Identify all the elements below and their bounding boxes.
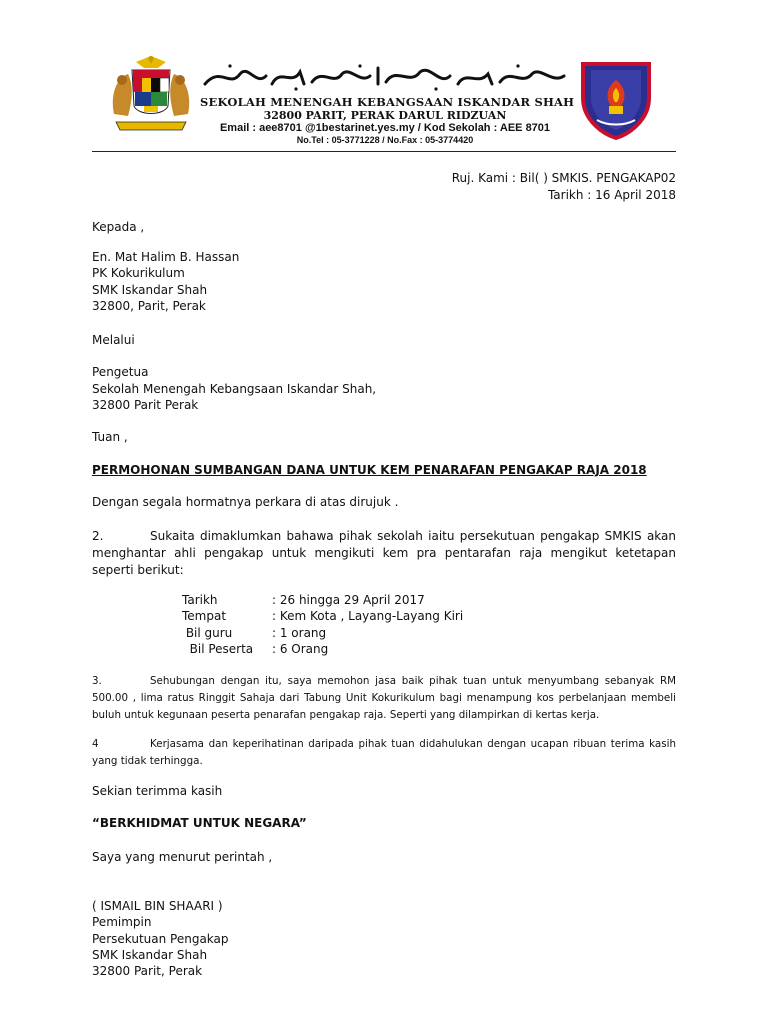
melalui-label: Melalui <box>92 333 135 347</box>
malaysia-coat-of-arms-logo <box>108 56 194 134</box>
signatory-name: ( ISMAIL BIN SHAARI ) <box>92 899 223 913</box>
paragraph-2 <box>92 528 676 579</box>
letter-subject: PERMOHONAN SUMBANGAN DANA UNTUK KEM PENARAFAN PENGAKAP RAJA 2018 <box>92 463 647 477</box>
paragraph-text: Sukaita dimaklumkan bahawa pihak sekolah iaitu persekutuan pengakap SMKIS akan menghantar ahli pengakap untuk mengikuti kem pra pentarafan raja mengikut ketetapan seperti berikut: <box>92 529 676 577</box>
signoff-line: Saya yang menurut perintah , <box>92 850 273 864</box>
detail-label: Tempat <box>182 609 227 623</box>
detail-value: : 26 hingga 29 April 2017 <box>272 593 425 607</box>
reference-number: Ruj. Kami : Bil( ) SMKIS. PENGAKAP02 <box>451 171 676 185</box>
via-line: Sekolah Menengah Kebangsaan Iskandar Shah, <box>92 382 377 396</box>
via-line: Pengetua <box>92 365 149 379</box>
recipient-line: En. Mat Halim B. Hassan <box>92 250 240 264</box>
letterhead-divider <box>92 151 676 152</box>
via-line: 32800 Parit Perak <box>92 398 199 412</box>
jawi-school-name-lettering <box>200 62 570 92</box>
school-crest-logo <box>573 54 659 140</box>
paragraph-number: 3. <box>92 675 102 687</box>
kepada-label: Kepada , <box>92 220 145 234</box>
detail-label: Bil guru <box>182 626 233 640</box>
letterhead-telephone: No.Tel : 05-3771228 / No.Fax : 05-3774420 <box>296 135 474 145</box>
paragraph-number: 4 <box>92 738 99 750</box>
paragraph-3 <box>92 673 676 724</box>
signatory-line: 32800 Parit, Perak <box>92 964 203 978</box>
paragraph-text: Kerjasama dan keperihatinan daripada pihak tuan didahulukan dengan ucapan ribuan terima kasih yang tidak terhingga. <box>92 738 676 767</box>
salutation: Tuan , <box>92 430 128 444</box>
detail-value: : 6 Orang <box>272 642 329 656</box>
motto: “BERKHIDMAT UNTUK NEGARA” <box>92 816 307 830</box>
detail-label: Tarikh <box>182 593 218 607</box>
paragraph-number: 2. <box>92 529 104 543</box>
letterhead-email: Email : aee8701 @1bestarinet.yes.my / Kod Sekolah : AEE 8701 <box>219 122 551 134</box>
closing-line: Sekian terimma kasih <box>92 784 223 798</box>
detail-label: Bil Peserta <box>182 642 254 656</box>
letter-date: Tarikh : 16 April 2018 <box>547 188 676 202</box>
letterhead-address: 32800 PARIT, PERAK DARUL RIDZUAN <box>263 109 507 122</box>
paragraph-4 <box>92 736 676 770</box>
signatory-line: Persekutuan Pengakap <box>92 932 229 946</box>
recipient-line: PK Kokurikulum <box>92 266 185 280</box>
signatory-line: Pemimpin <box>92 915 152 929</box>
opening-line: Dengan segala hormatnya perkara di atas dirujuk . <box>92 495 399 509</box>
detail-value: : 1 orang <box>272 626 327 640</box>
signatory-line: SMK Iskandar Shah <box>92 948 208 962</box>
recipient-line: 32800, Parit, Perak <box>92 299 206 313</box>
paragraph-text: Sehubungan dengan itu, saya memohon jasa baik pihak tuan untuk menyumbang sebanyak RM 500.00 , lima ratus Ringgit Sahaja dari Tabung Unit Kokurikulum bagi menampung kos perbelanjaan membeli buluh untuk kegunaan peserta penarafan pengakap raja. Seperti yang dilampirkan di kertas kerja. <box>92 675 676 721</box>
recipient-line: SMK Iskandar Shah <box>92 283 208 297</box>
letterhead-school-name: SEKOLAH MENENGAH KEBANGSAAN ISKANDAR SHAH <box>200 95 575 109</box>
detail-value: : Kem Kota , Layang-Layang Kiri <box>272 609 464 623</box>
